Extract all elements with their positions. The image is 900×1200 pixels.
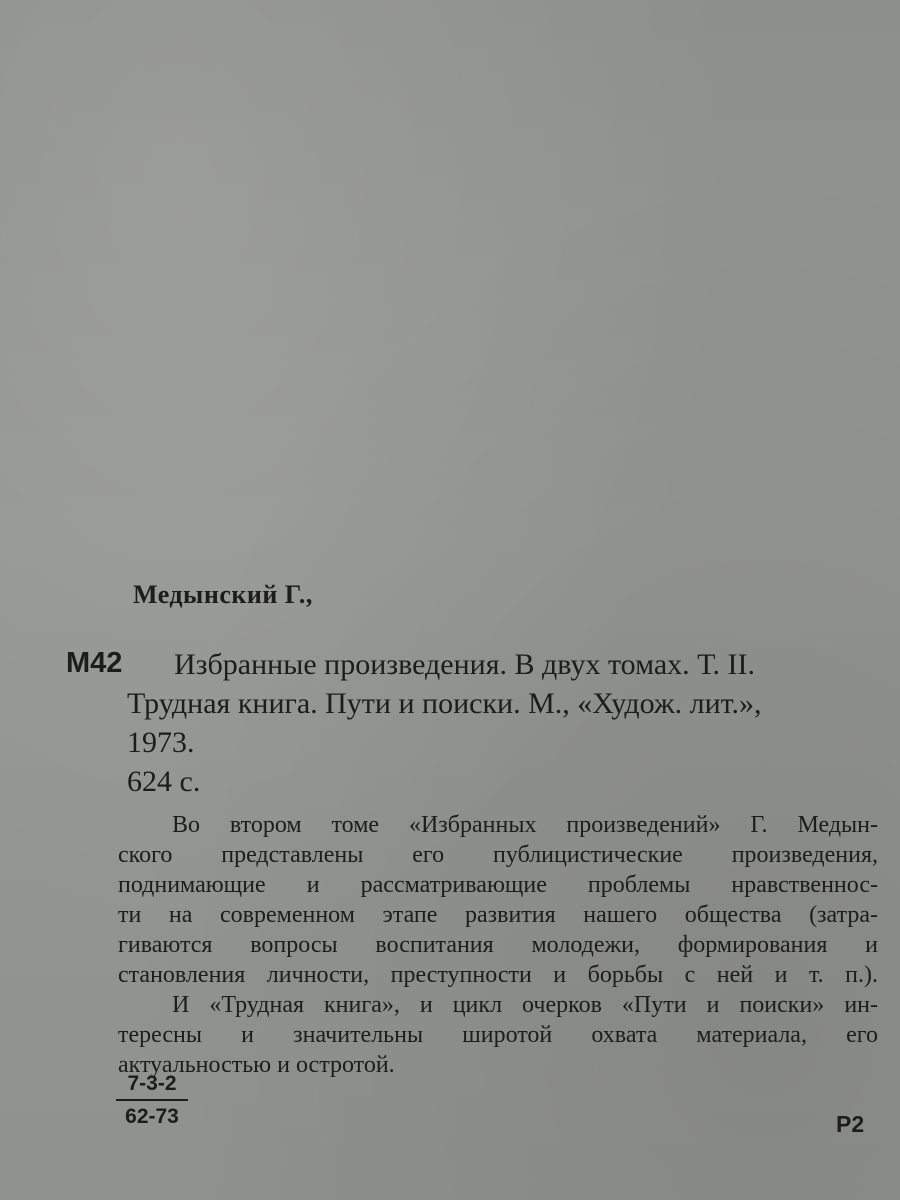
classification-code — [116, 1072, 188, 1129]
annotation-line: актуальностью и остротой. — [118, 1052, 395, 1078]
annotation-line: ти на современном этапе развития нашего общества (затра- — [118, 902, 878, 928]
annotation-line: ского представлены его публицистические произведения, — [118, 842, 878, 868]
shelf-mark: Р2 — [836, 1111, 865, 1137]
annotation-text — [118, 810, 878, 1080]
annotation-line: тересны и значительны широтой охвата материала, его — [118, 1022, 878, 1048]
annotation-line: становления личности, преступности и борьбы с ней и т. п.). — [118, 962, 878, 988]
annotation-line: гиваются вопросы воспитания молодежи, формирования и — [118, 932, 878, 958]
annotation-line: И «Трудная книга», и цикл очерков «Пути и поиски» ин- — [172, 992, 878, 1018]
page-count-line: 624 с. — [127, 765, 201, 798]
annotation-line: поднимающие и рассматривающие проблемы нравственнос- — [118, 872, 878, 898]
year-line: 1973. — [127, 726, 195, 759]
annotation-line: Во втором томе «Избранных произведений» Г. Медын- — [172, 812, 878, 838]
title-line: Избранные произведения. В двух томах. Т. II. — [174, 648, 755, 681]
bibliographic-description — [127, 645, 872, 801]
code-numerator: 7-3-2 — [127, 1072, 177, 1095]
code-denominator: 62-73 — [125, 1105, 179, 1128]
author-name: Медынский Г., — [133, 580, 313, 609]
fraction-rule — [116, 1099, 188, 1101]
library-index: М42 — [66, 647, 123, 679]
subtitle-publisher-line: Трудная книга. Пути и поиски. М., «Худож. лит.», — [127, 687, 762, 720]
